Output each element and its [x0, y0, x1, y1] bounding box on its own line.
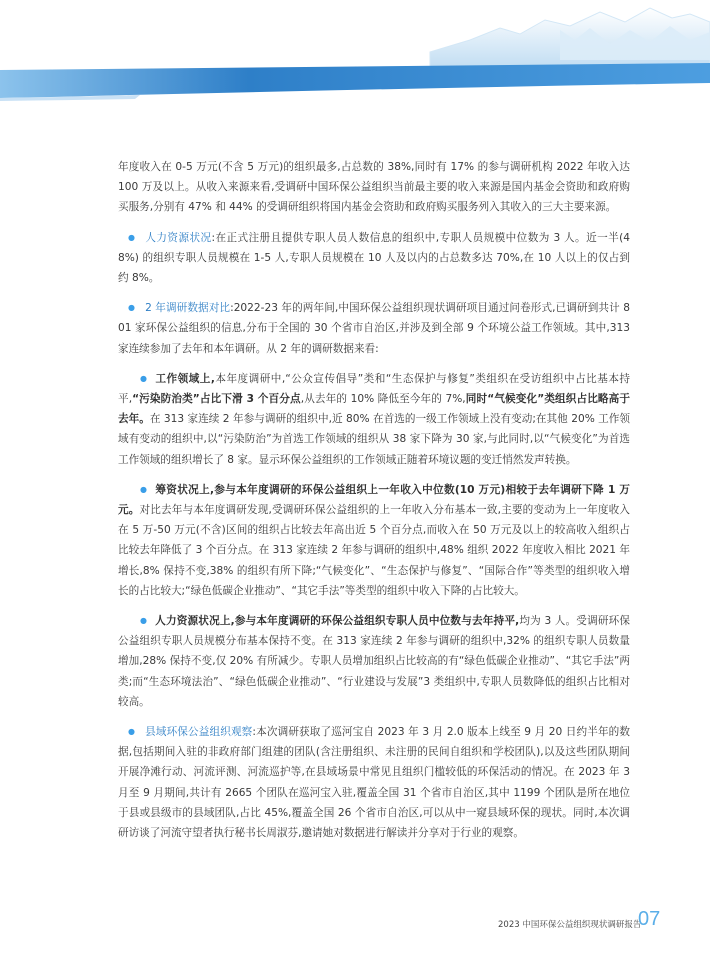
paragraph-human-resources: ● 人力资源状况:在正式注册且提供专职人员人数信息的组织中,专职人员规模中位数为 3 人。近一半(48%) 的组织专职人员规模在 1-5 人,专职人员规模在 10 人及以内的占总数多达 70%,在 10 人以上的仅占到约 8%。 [118, 228, 630, 289]
paragraph-income: 年度收入在 0-5 万元(不含 5 万元)的组织最多,占总数的 38%,同时有 17% 的参与调研机构 2022 年收入达 100 万及以上。从收入来源来看,受调研中国环保公益组织当前最主要的收入来源是国内基金会资助和政府购买服务,分别有 47% 和 44% 的受调研组织将国内基金会资助和政府购买服务列入其收入的三大主要来源。 [118, 161, 630, 214]
article-body [118, 157, 630, 853]
paragraph-work-field: ● 工作领域上,本年度调研中,“公众宣传倡导”类和“生态保护与修复”类组织在受访组织中占比基本持平,“污染防治类”占比下滑 3 个百分点,从去年的 10% 降低至今年的 7%,同时“气候变化”类组织占比略高于去年。在 313 家连续 2 年参与调研的组织中,近 80% 在首选的一级工作领域上没有变动;在其他 20% 工作领域有变动的组织中,以“污染防治”为首选工作领域的组织从 38 家下降为 30 家,与此同时,以“气候变化”为首选工作领域的组织增长了 8 家。显示环保公益组织的工作领域正随着环境议题的变迁悄然发声转换。 [118, 369, 630, 470]
page-number: 07 [638, 908, 661, 930]
header-mountain-banner [0, 0, 710, 135]
paragraph-funding: ● 筹资状况上,参与本年度调研的环保公益组织上一年收入中位数(10 万元)相较于去年调研下降 1 万元。对比去年与本年度调研发现,受调研环保公益组织的上一年收入分布基本一致,主要的变动为上一年度收入在 5 万-50 万元(不含)区间的组织占比较去年高出近 5 个百分点,而收入在 50 万元及以上的较高收入组织占比较去年降低了 3 个百分点。在 313 家连续 2 年参与调研的组织中,48% 组织 2022 年度收入相比 2021 年增长,8% 保持不变,38% 的组织有所下降;“气候变化”、“生态保护与修复”、“国际合作”等类型的组织收入增长的占比较大;“绿色低碳企业推动”、“其它手法”等类型的组织中收入下降的占比较大。 [118, 480, 630, 601]
paragraph-staffing: ● 人力资源状况上,参与本年度调研的环保公益组织专职人员中位数与去年持平,均为 3 人。受调研环保公益组织专职人员规模分布基本保持不变。在 313 家连续 2 年参与调研的组织中,32% 的组织专职人员数量增加,28% 保持不变,仅 20% 有所减少。专职人员增加组织占比较高的有“绿色低碳企业推动”、“其它手法”两类;而“生态环境法治”、“绿色低碳企业推动”、“行业建设与发展”3 类组织中,专职人员数降低的组织占比相对较高。 [118, 611, 630, 712]
section-title-human-resources: 人力资源状况 [145, 231, 212, 244]
paragraph-two-year-compare: ● 2 年调研数据对比:2022-23 年的两年间,中国环保公益组织现状调研项目通过问卷形式,已调研到共计 801 家环保公益组织的信息,分布于全国的 30 个省市自治区,并涉及到全部 9 个环境公益工作领域。其中,313 家连续参加了去年和本年调研。从 2 年的调研数据来看: [118, 298, 630, 359]
footer-report-title: 2023 中国环保公益组织现状调研报告 [498, 920, 642, 930]
section-title-two-year-compare: 2 年调研数据对比 [145, 302, 231, 315]
header-blue-band [0, 63, 710, 98]
paragraph-county-observation: ● 县域环保公益组织观察:本次调研获取了巡河宝自 2023 年 3 月 2.0 版本上线至 9 月 20 日约半年的数据,包括期间入驻的非政府部门组建的团队(含注册组织、未注册的民间自组织和学校团队),以及这些团队期间开展净滩行动、河流评测、河流巡护等,在县域场景中常见且组织门槛较低的环保活动的情况。在 2023 年 3 月至 9 月期间,共计有 2665 个团队在巡河宝入驻,覆盖全国 31 个省市自治区,其中 1199 个团队是所在地位于县或县级市的县域团队,占比 45%,覆盖全国 26 个省市自治区,可以从中一窥县域环保的现状。同时,本次调研访谈了河流守望者执行秘书长周淑芬,邀请她对数据进行解读并分享对于行业的观察。 [118, 722, 630, 843]
section-title-county-observation: 县域环保公益组织观察 [145, 726, 253, 739]
